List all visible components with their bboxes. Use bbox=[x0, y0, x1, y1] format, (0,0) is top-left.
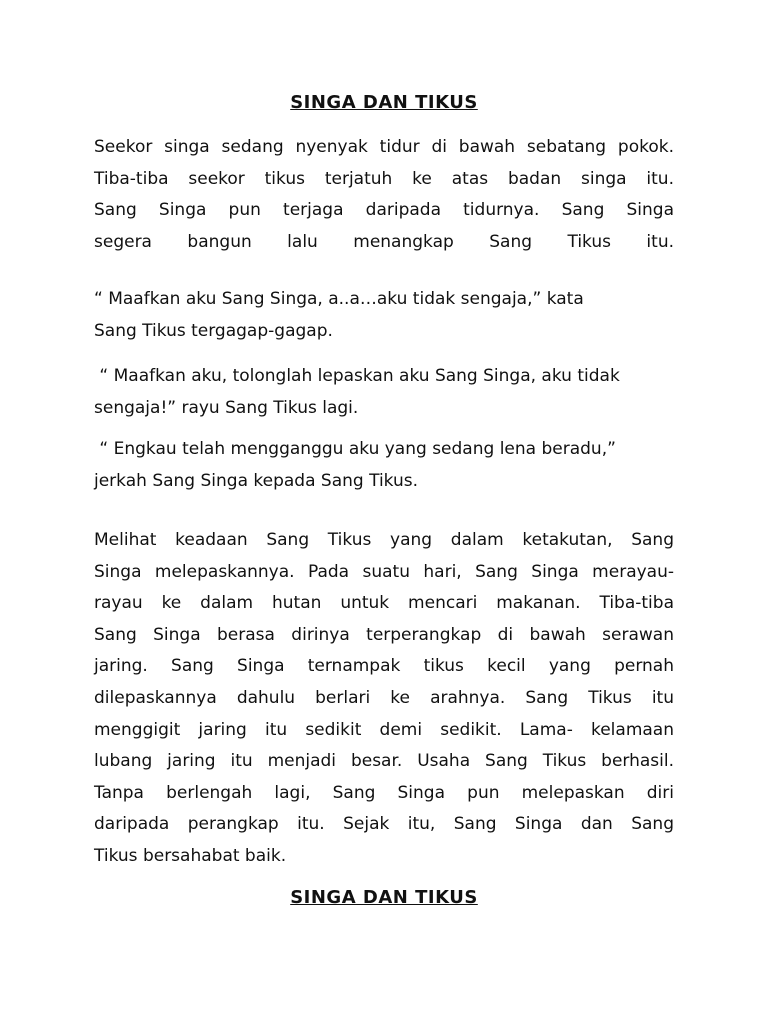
text-line: Singa melepaskannya. Pada suatu hari, Sang Singa merayau- bbox=[94, 561, 674, 582]
text-line: menggigit jaring itu sedikit demi sedikit. Lama- kelamaan bbox=[94, 719, 674, 740]
text-line: daripada perangkap itu. Sejak itu, Sang Singa dan Sang bbox=[94, 814, 674, 835]
dialogue-tikus-apology bbox=[94, 284, 674, 347]
text-line: “ Maafkan aku Sang Singa, a..a…aku tidak sengaja,” kata bbox=[94, 289, 584, 309]
text-line: jerkah Sang Singa kepada Sang Tikus. bbox=[94, 470, 419, 491]
story-paragraph-rescue bbox=[94, 525, 674, 873]
text-line: Melihat keadaan Sang Tikus yang dalam ketakutan, Sang bbox=[94, 530, 674, 550]
text-line: “ Engkau telah mengganggu aku yang sedang lena beradu,” bbox=[94, 439, 616, 459]
text-line: segera bangun lalu menangkap Sang Tikus itu. bbox=[94, 231, 674, 252]
dialogue-tikus-plea bbox=[94, 361, 674, 424]
story-title-repeat: SINGA DAN TIKUS bbox=[290, 887, 478, 908]
text-line: Sang Tikus tergagap-gagap. bbox=[94, 320, 333, 341]
text-line: Tiba-tiba seekor tikus terjatuh ke atas badan singa itu. bbox=[94, 168, 674, 189]
text-line: Sang Singa berasa dirinya terperangkap di bawah serawan bbox=[94, 624, 674, 645]
text-line: jaring. Sang Singa ternampak tikus kecil yang pernah bbox=[94, 656, 674, 677]
text-line: Tanpa berlengah lagi, Sang Singa pun melepaskan diri bbox=[94, 782, 674, 803]
story-paragraph-intro bbox=[94, 132, 674, 258]
text-line: “ Maafkan aku, tolonglah lepaskan aku Sang Singa, aku tidak bbox=[94, 366, 620, 386]
text-line: Seekor singa sedang nyenyak tidur di bawah sebatang pokok. bbox=[94, 137, 674, 157]
text-line: lubang jaring itu menjadi besar. Usaha Sang Tikus berhasil. bbox=[94, 751, 674, 772]
story-title: SINGA DAN TIKUS bbox=[290, 92, 478, 113]
text-line: sengaja!” rayu Sang Tikus lagi. bbox=[94, 397, 359, 418]
text-line: dilepaskannya dahulu berlari ke arahnya. Sang Tikus itu bbox=[94, 687, 674, 708]
text-line: rayau ke dalam hutan untuk mencari makanan. Tiba-tiba bbox=[94, 593, 674, 614]
text-line: Tikus bersahabat baik. bbox=[94, 845, 287, 866]
dialogue-singa-scold bbox=[94, 434, 674, 497]
text-line: Sang Singa pun terjaga daripada tidurnya. Sang Singa bbox=[94, 200, 674, 221]
